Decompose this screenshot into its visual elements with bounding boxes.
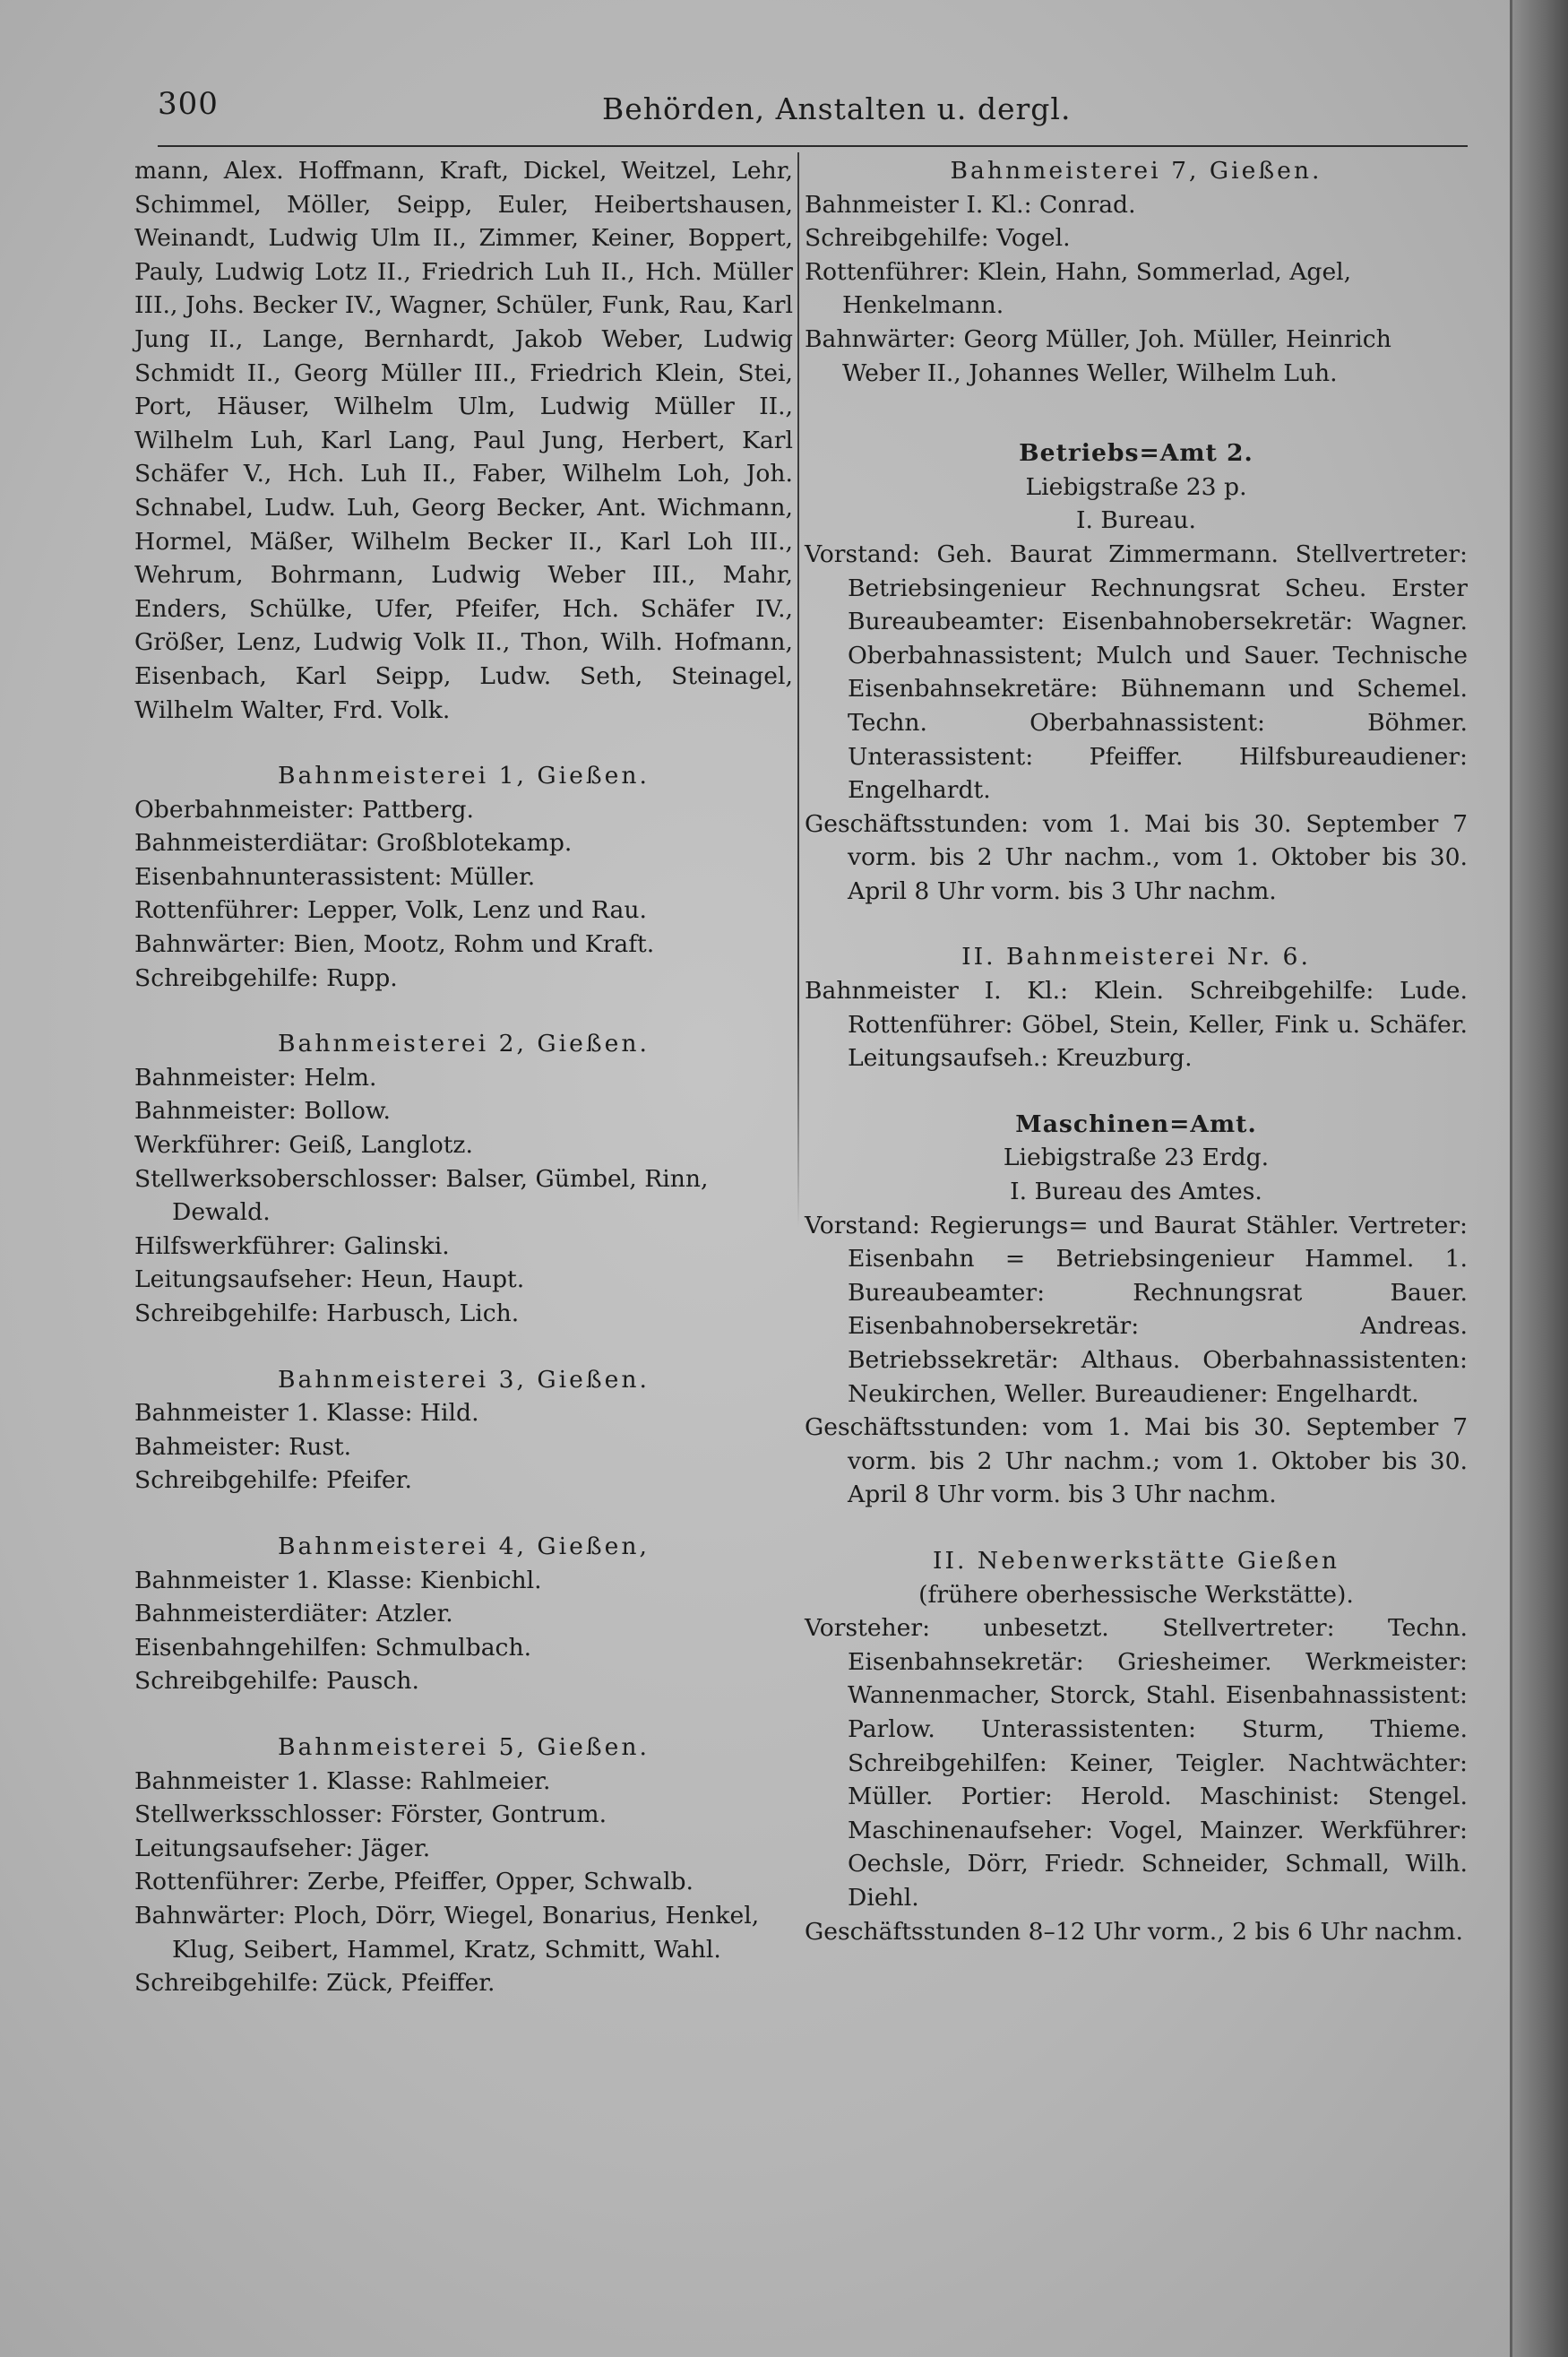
entry-line: Bahnmeister: Helm. xyxy=(134,1063,377,1092)
section-text: Bahnmeister I. Kl.: Klein. Schreibgehilfe: Lude. Rottenführer: Göbel, Stein, Keller, Fink u. Schäfer. Leitungsaufseh.: Kreuzburg. xyxy=(805,977,1468,1073)
section-title: Bahnmeisterei 2, Gießen. xyxy=(278,1030,650,1058)
section-title: Bahnmeisterei 5, Gießen. xyxy=(278,1732,650,1761)
section-title: Bahnmeisterei 3, Gießen. xyxy=(278,1365,650,1394)
business-hours: Geschäftsstunden: vom 1. Mai bis 30. September 7 vorm. bis 2 Uhr nachm.; vom 1. Oktober bis 30. April 8 Uhr vorm. bis 3 Uhr nachm. xyxy=(805,1413,1468,1509)
entry-line: Stellwerksoberschlosser: Balser, Gümbel, Rinn, Dewald. xyxy=(134,1164,709,1227)
entry-line: Stellwerksschlosser: Förster, Gontrum. xyxy=(134,1800,607,1829)
section-bahnmeisterei-4 xyxy=(134,1530,793,1698)
entry-line: Rottenführer: Lepper, Volk, Lenz und Rau. xyxy=(134,896,647,925)
column-divider xyxy=(797,152,799,1228)
left-column xyxy=(134,154,793,2000)
section-bahnmeisterei-3 xyxy=(134,1363,793,1498)
entry-line: Schreibgehilfe: Pausch. xyxy=(134,1667,419,1696)
entry-line: Schreibgehilfe: Harbusch, Lich. xyxy=(134,1299,520,1327)
entry-line: Leitungsaufseher: Heun, Haupt. xyxy=(134,1265,525,1294)
section-betriebs-amt-2 xyxy=(805,436,1468,908)
entry-line: Bahnmeisterdiäter: Atzler. xyxy=(134,1600,453,1628)
page-header xyxy=(158,82,1468,147)
entry-line: Eisenbahnunterassistent: Müller. xyxy=(134,862,536,891)
book-spine xyxy=(1512,0,1568,2357)
section-maschinen-amt xyxy=(805,1108,1468,1512)
entry-line: Bahnwärter: Ploch, Dörr, Wiegel, Bonarius, Henkel, Klug, Seibert, Hammel, Kratz, Schmitt, Wahl. xyxy=(134,1901,760,1964)
section-bahnmeisterei-5 xyxy=(134,1731,793,2000)
section-title: Maschinen=Amt. xyxy=(1015,1109,1257,1138)
entry-line: Schreibgehilfe: Pfeifer. xyxy=(134,1466,412,1495)
page-number: 300 xyxy=(158,86,219,122)
entry-line: Bahnmeister: Bollow. xyxy=(134,1097,391,1126)
entry-line: Bahnmeister 1. Klasse: Kienbichl. xyxy=(134,1566,542,1594)
section-text: Vorsteher: unbesetzt. Stellvertreter: Techn. Eisenbahnsekretär: Griesheimer. Werkmeister: Wannenmacher, Storck, Stahl. Eisenbahnassistent: Parlow. Unterassistenten: Sturm, Thieme. Schreibgehilfen: Keiner, Teigler. Nachtwächter: Müller. Portier: Herold. Maschinist: Stengel. Maschinenaufseher: Vogel, Mainzer. Werkführer: Oechsle, Dörr, Friedr. Schneider, Schmall, Wilh. Diehl. xyxy=(805,1614,1468,1912)
business-hours: Geschäftsstunden 8–12 Uhr vorm., 2 bis 6 Uhr nachm. xyxy=(805,1917,1463,1946)
business-hours: Geschäftsstunden: vom 1. Mai bis 30. September 7 vorm. bis 2 Uhr nachm., vom 1. Oktober bis 30. April 8 Uhr vorm. bis 3 Uhr nachm. xyxy=(805,809,1468,905)
section-title: Bahnmeisterei 7, Gießen. xyxy=(950,157,1322,185)
entry-line: Hilfswerkführer: Galinski. xyxy=(134,1231,450,1260)
entry-line: Rottenführer: Klein, Hahn, Sommerlad, Agel, Henkelmann. xyxy=(805,257,1352,320)
entry-line: Oberbahnmeister: Pattberg. xyxy=(134,795,474,824)
entry-line: Bahnwärter: Georg Müller, Joh. Müller, Heinrich Weber II., Johannes Weller, Wilhelm Luh. xyxy=(805,324,1391,387)
section-address: Liebigstraße 23 Erdg. xyxy=(1003,1144,1270,1172)
section-subtitle: (frühere oberhessische Werkstätte). xyxy=(918,1580,1354,1609)
section-bahnmeisterei-6 xyxy=(805,940,1468,1075)
entry-line: Bahnmeisterdiätar: Großblotekamp. xyxy=(134,829,573,858)
section-bahnmeisterei-1 xyxy=(134,759,793,995)
entry-line: Leitungsaufseher: Jäger. xyxy=(134,1834,431,1862)
section-address: Liebigstraße 23 p. xyxy=(1025,472,1247,501)
section-subtitle: I. Bureau. xyxy=(1076,506,1196,535)
section-title: Bahnmeisterei 4, Gießen, xyxy=(278,1532,650,1560)
section-bahnmeisterei-2 xyxy=(134,1027,793,1330)
section-nebenwerkstaette xyxy=(805,1544,1468,1948)
entry-line: Schreibgehilfe: Zück, Pfeiffer. xyxy=(134,1969,495,1998)
running-head: Behörden, Anstalten u. dergl. xyxy=(602,91,1072,126)
section-title: II. Bahnmeisterei Nr. 6. xyxy=(961,943,1311,971)
staff-list-continued: mann, Alex. Hoffmann, Kraft, Dickel, Weitzel, Lehr, Schimmel, Möller, Seipp, Euler, Heibertshausen, Weinandt, Ludwig Ulm II., Zimmer, Keiner, Boppert, Pauly, Ludwig Lotz II., Friedrich Luh II., Hch. Müller III., Johs. Becker IV., Wagner, Schüler, Funk, Rau, Karl Jung II., Lange, Bernhardt, Jakob Weber, Ludwig Schmidt II., Georg Müller III., Friedrich Klein, Stei, Port, Häuser, Wilhelm Ulm, Ludwig Müller II., Wilhelm Luh, Karl Lang, Paul Jung, Herbert, Karl Schäfer V., Hch. Luh II., Faber, Wilhelm Loh, Joh. Schnabel, Ludw. Luh, Georg Becker, Ant. Wichmann, Hormel, Mäßer, Wilhelm Becker II., Karl Loh III., Wehrum, Bohrmann, Ludwig Weber III., Mahr, Enders, Schülke, Ufer, Pfeifer, Hch. Schäfer IV., Größer, Lenz, Ludwig Volk II., Thon, Wilh. Hofmann, Eisenbach, Karl Seipp, Ludw. Seth, Steinagel, Wilhelm Walter, Frd. Volk. xyxy=(134,157,793,724)
entry-line: Bahnmeister 1. Klasse: Hild. xyxy=(134,1399,479,1428)
entry-line: Eisenbahngehilfen: Schmulbach. xyxy=(134,1633,532,1662)
section-subtitle: I. Bureau des Amtes. xyxy=(1010,1178,1262,1206)
entry-line: Schreibgehilfe: Vogel. xyxy=(805,224,1071,253)
section-bahnmeisterei-7 xyxy=(805,154,1468,390)
entry-line: Bahmeister: Rust. xyxy=(134,1432,352,1461)
section-title: Betriebs=Amt 2. xyxy=(1019,439,1254,468)
entry-line: Werkführer: Geiß, Langlotz. xyxy=(134,1131,473,1160)
section-title: Bahnmeisterei 1, Gießen. xyxy=(278,762,650,790)
entry-line: Rottenführer: Zerbe, Pfeiffer, Opper, Schwalb. xyxy=(134,1868,694,1896)
entry-line: Bahnmeister 1. Klasse: Rahlmeier. xyxy=(134,1766,551,1795)
entry-line: Bahnmeister I. Kl.: Conrad. xyxy=(805,190,1136,219)
right-column xyxy=(805,154,1468,1948)
entry-line: Bahnwärter: Bien, Mootz, Rohm und Kraft. xyxy=(134,930,655,959)
section-text: Vorstand: Geh. Baurat Zimmermann. Stellvertreter: Betriebsingenieur Rechnungsrat Scheu. Erster Bureaubeamter: Eisenbahnobersekretär: Wagner. Oberbahnassistent; Mulch und Sauer. Technische Eisenbahnsekretäre: Bühnemann und Schemel. Techn. Oberbahnassistent: Böhmer. Unterassistent: Pfeiffer. Hilfsbureaudiener: Engelhardt. xyxy=(805,540,1468,805)
section-text: Vorstand: Regierungs= und Baurat Stähler. Vertreter: Eisenbahn = Betriebsingenieur Hammel. 1. Bureaubeamter: Rechnungsrat Bauer. Eisenbahnobersekretär: Andreas. Betriebssekretär: Althaus. Oberbahnassistenten: Neukirchen, Weller. Bureaudiener: Engelhardt. xyxy=(805,1211,1468,1408)
section-title: II. Nebenwerkstätte Gießen xyxy=(932,1546,1340,1575)
entry-line: Schreibgehilfe: Rupp. xyxy=(134,963,398,992)
